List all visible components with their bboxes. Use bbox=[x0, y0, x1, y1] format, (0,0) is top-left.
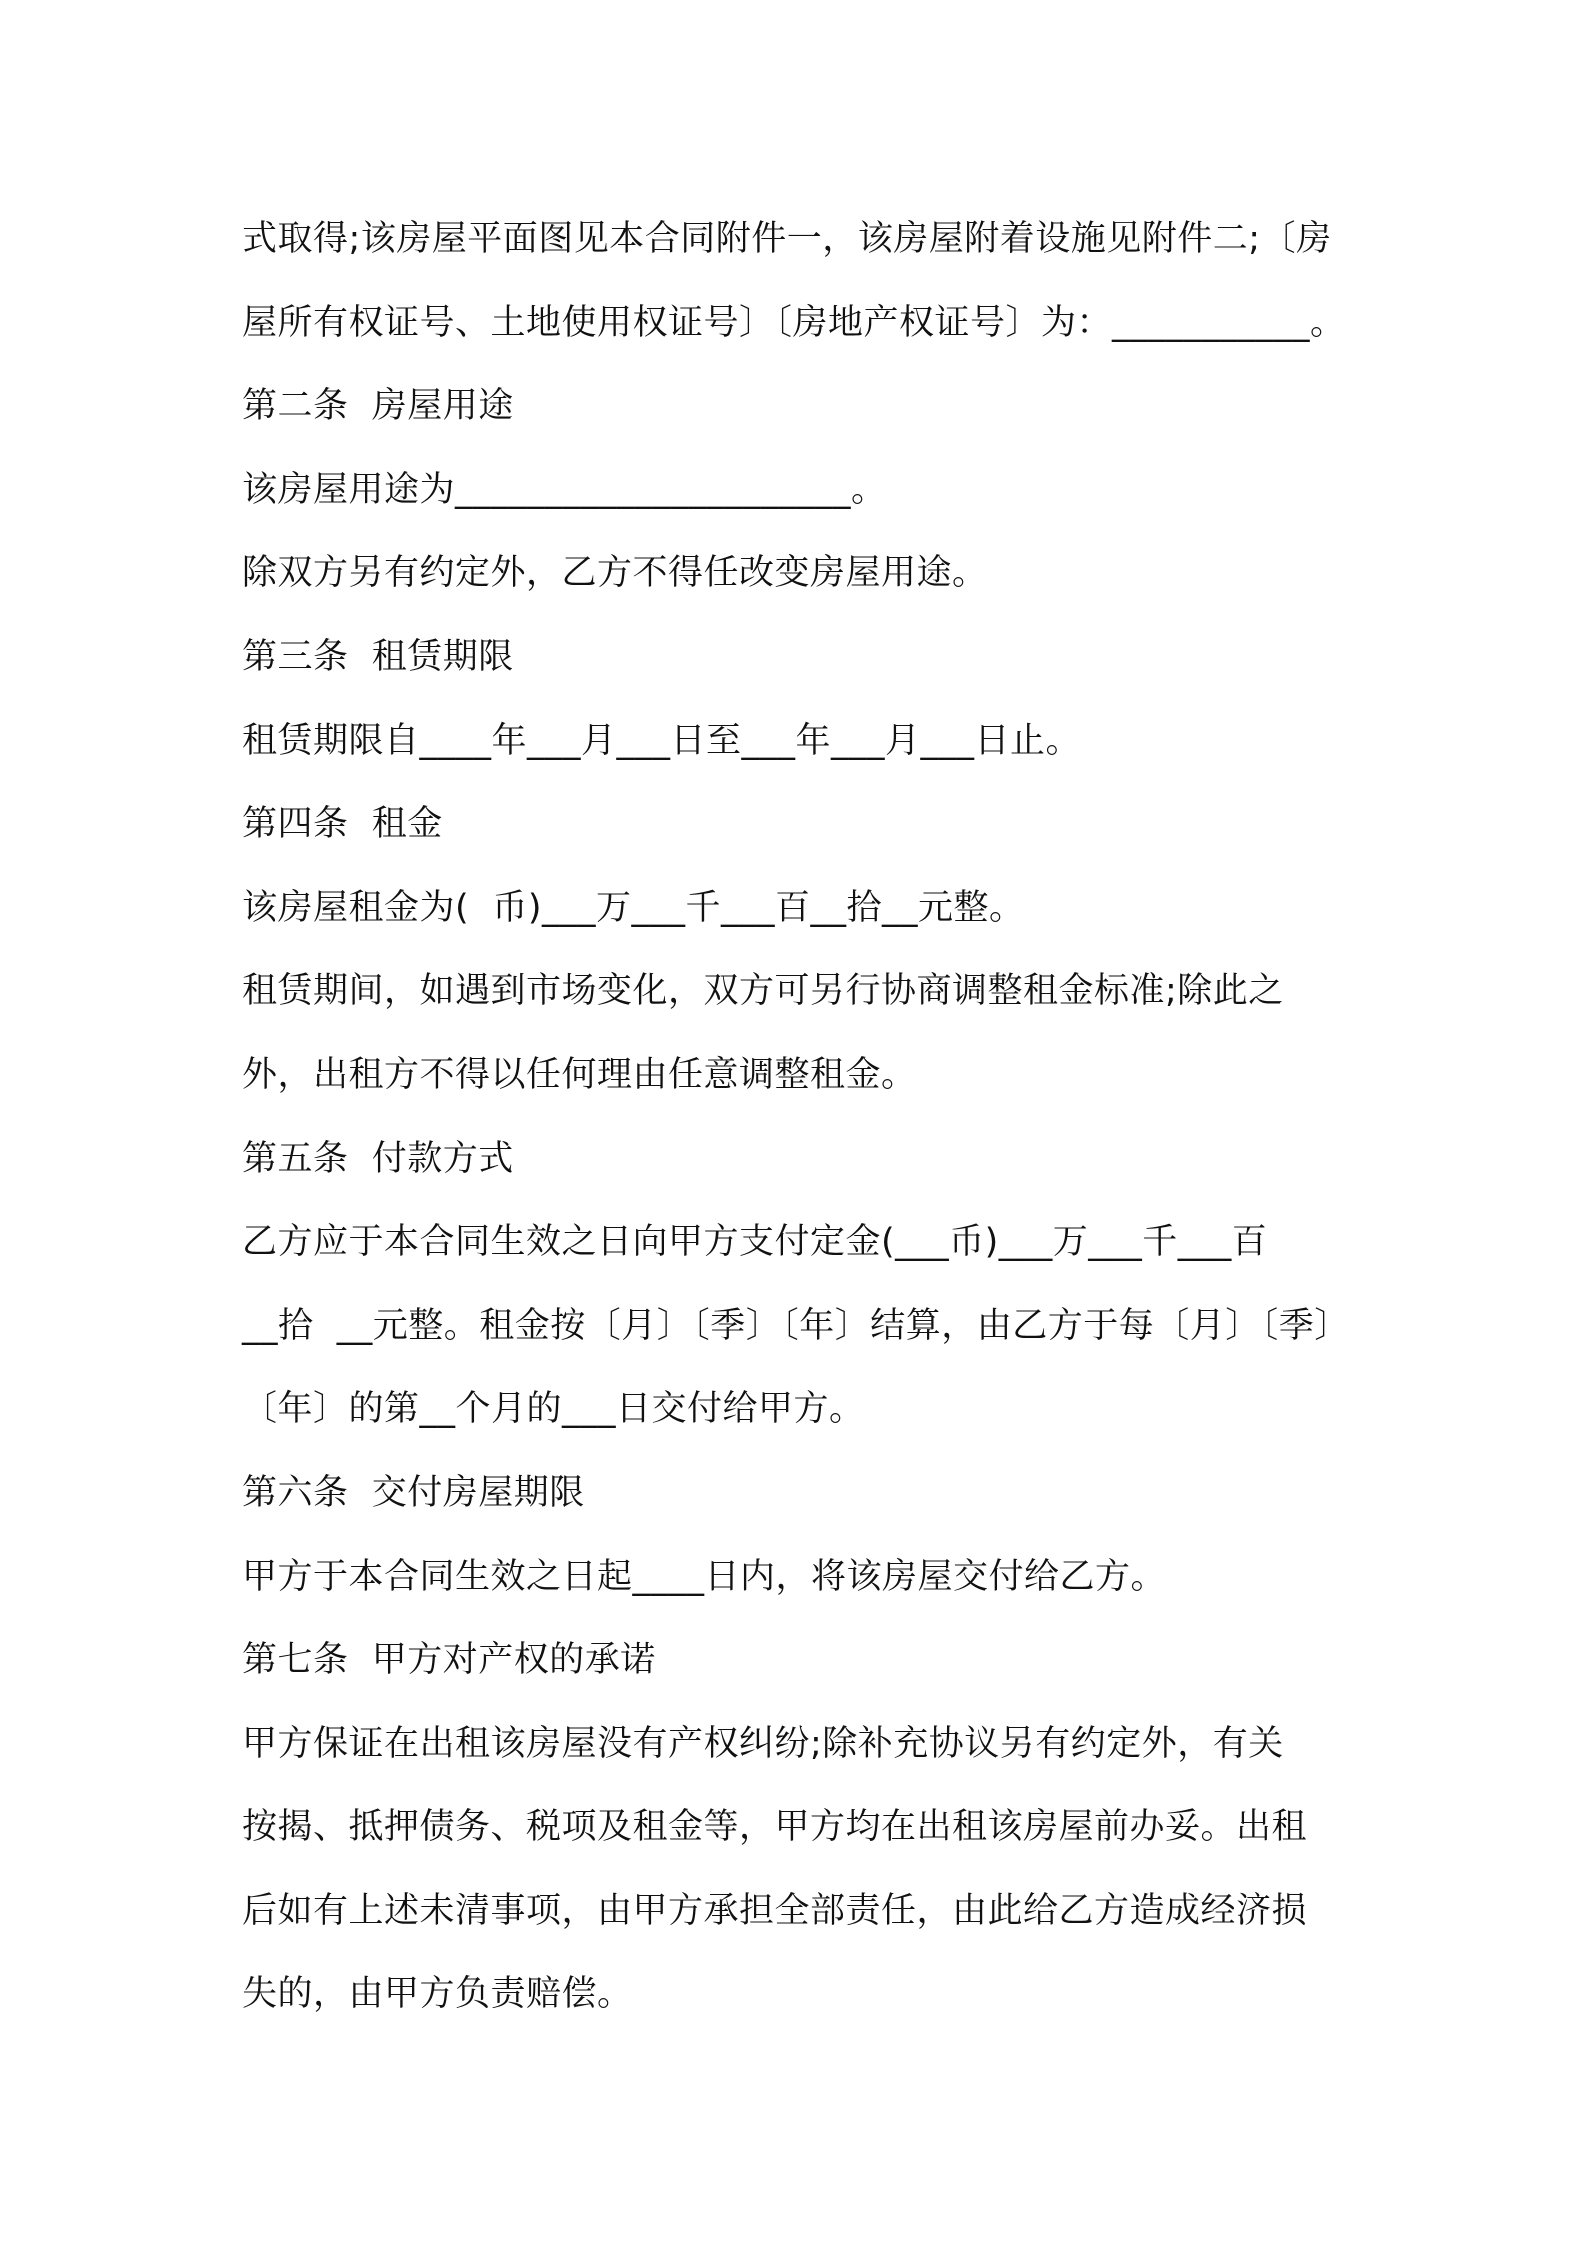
text-line: 甲方保证在出租该房屋没有产权纠纷;除补充协议另有约定外，有关 bbox=[242, 1723, 1284, 1764]
section-heading: 第四条 租金 bbox=[242, 804, 443, 845]
text-line: 式取得;该房屋平面图见本合同附件一，该房屋附着设施见附件二;〔房 bbox=[242, 219, 1332, 259]
text-line: 失的，由甲方负责赔偿。 bbox=[242, 1974, 633, 2015]
text-line: 甲方于本合同生效之日起____日内，将该房屋交付给乙方。 bbox=[242, 1556, 1167, 1597]
section-heading: 第七条 甲方对产权的承诺 bbox=[242, 1640, 656, 1681]
document-body bbox=[242, 198, 1352, 2037]
text-line: __拾 __元整。租金按〔月〕〔季〕〔年〕结算，由乙方于每〔月〕〔季〕 bbox=[242, 1305, 1350, 1346]
text-line: 租赁期限自____年___月___日至___年___月___日止。 bbox=[242, 720, 1082, 761]
text-line: 乙方应于本合同生效之日向甲方支付定金(___币)___万___千___百 bbox=[242, 1222, 1268, 1263]
section-heading: 第六条 交付房屋期限 bbox=[242, 1472, 585, 1513]
text-line: 〔年〕的第__个月的___日交付给甲方。 bbox=[242, 1389, 865, 1430]
text-line: 该房屋租金为( 币)___万___千___百__拾__元整。 bbox=[242, 887, 1025, 928]
section-heading: 第二条 房屋用途 bbox=[242, 386, 514, 427]
text-line: 屋所有权证号、土地使用权证号〕〔房地产权证号〕为：___________。 bbox=[242, 302, 1346, 343]
section-heading: 第三条 租赁期限 bbox=[242, 636, 514, 677]
section-heading: 第五条 付款方式 bbox=[242, 1138, 514, 1179]
text-line: 除双方另有约定外，乙方不得任改变房屋用途。 bbox=[242, 553, 988, 594]
text-line: 租赁期间，如遇到市场变化，双方可另行协商调整租金标准;除此之 bbox=[242, 971, 1284, 1012]
text-line: 外，出租方不得以任何理由任意调整租金。 bbox=[242, 1054, 917, 1095]
text-line: 该房屋用途为______________________。 bbox=[242, 469, 887, 510]
text-line: 后如有上述未清事项，由甲方承担全部责任，由此给乙方造成经济损 bbox=[242, 1890, 1308, 1931]
text-line: 按揭、抵押债务、税项及租金等，甲方均在出租该房屋前办妥。出租 bbox=[242, 1807, 1308, 1848]
